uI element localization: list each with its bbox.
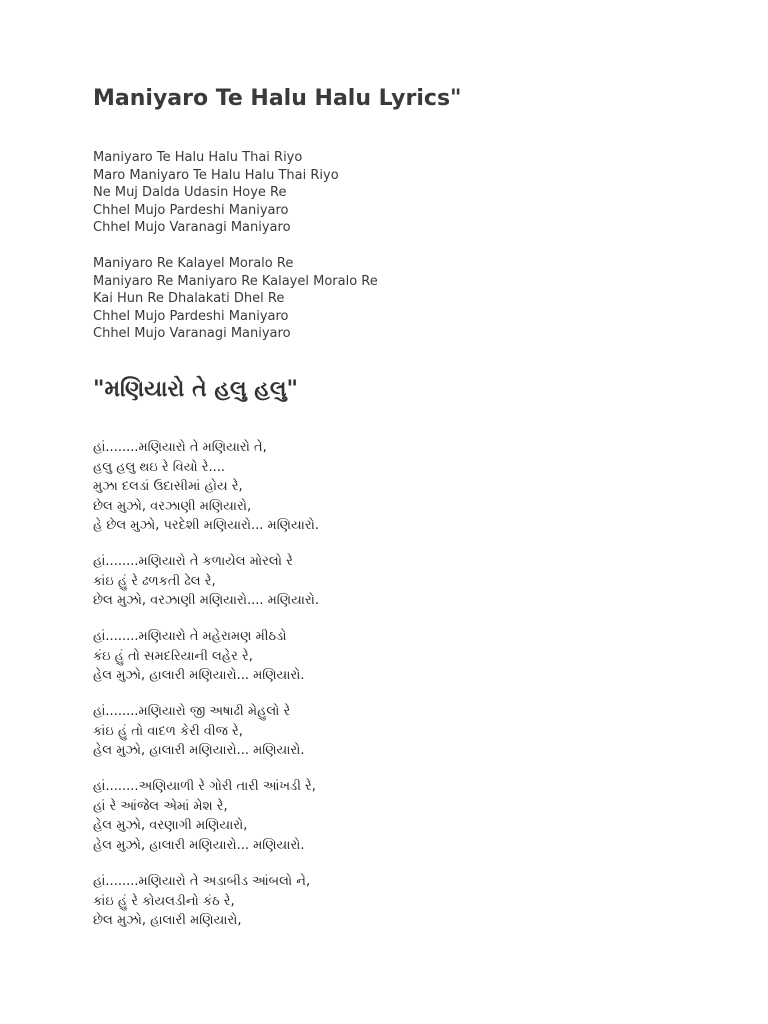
lyric-line: હાં રે આંજેલ એમાં મેશ રે,	[93, 798, 228, 814]
lyric-line: હાં........મણિયારો જી અષાઢી મેહુલો રે	[93, 704, 291, 719]
lyric-line: છેલ મુઝો, વરઝાણી મણિયારો,	[93, 498, 252, 514]
lyric-line: કાંઇ હું તો વાદળ કેરી વીજ રે,	[93, 723, 243, 739]
gujarati-stanza-4	[93, 702, 304, 761]
gujarati-stanza-2	[93, 552, 319, 611]
lyric-line: છેલ મુઝો, વરઝાણી મણિયારો.... મણિયારો.	[93, 593, 320, 608]
lyric-line: હલુ હલુ થઇ રે વિયો રે....	[93, 459, 226, 475]
lyric-line: Maniyaro Re Maniyaro Re Kalayel Moralo Re	[93, 273, 378, 289]
lyric-line: હેલ મુઝો, હાલારી મણિયારો... મણિયારો.	[93, 743, 305, 758]
lyric-line: Chhel Mujo Pardeshi Maniyaro	[93, 308, 289, 324]
lyric-line: હેલ મુઝો, હાલારી મણિયારો... મણિયારો.	[93, 837, 305, 853]
english-stanza-2	[93, 255, 378, 343]
english-title: Maniyaro Te Halu Halu Lyrics"	[93, 86, 462, 111]
lyric-line: હાં........મણિયારો તે અડાબીડ આંબલો ને,	[93, 874, 311, 889]
lyric-line: Chhel Mujo Varanagi Maniyaro	[93, 220, 291, 236]
gujarati-stanza-3	[93, 627, 304, 686]
lyric-line: હાં........મણિયારો તે કળાયેલ મોરલો રે	[93, 554, 293, 569]
english-stanza-1	[93, 149, 339, 237]
lyric-line: હે છેલ મુઝો, પરદેશી મણિયારો... મણિયારો.	[93, 518, 319, 533]
lyric-line: Maro Maniyaro Te Halu Halu Thai Riyo	[93, 167, 339, 183]
lyric-line: હાં........અણિયાળી રે ગોરી તારી આંખડી રે,	[93, 779, 316, 794]
lyric-line: હેલ મુઝો, વરણાગી મણિયારો,	[93, 818, 248, 833]
lyric-line: કાંઇ હું રે ઢળકતી ઢેલ રે,	[93, 573, 216, 589]
lyric-line: Chhel Mujo Pardeshi Maniyaro	[93, 202, 289, 218]
lyric-line: હેલ મુઝો, હાલારી મણિયારો... મણિયારો.	[93, 668, 305, 683]
lyric-line: Maniyaro Re Kalayel Moralo Re	[93, 256, 294, 271]
lyric-line: છેલ મુઝો, હાલારી મણિયારો,	[93, 913, 242, 928]
gujarati-stanza-6	[93, 872, 310, 931]
lyric-line: Maniyaro Te Halu Halu Thai Riyo	[93, 150, 303, 165]
gujarati-stanza-5	[93, 777, 316, 855]
lyric-line: કાંઇ હું રે કોયલડીનો કંઠ રે,	[93, 893, 235, 909]
lyric-line: કંઇ હું તો સમદરિયાની લહેર રે,	[93, 648, 253, 664]
lyric-line: મુઝા દલડાં ઉદાસીમાં હોય રે,	[93, 479, 243, 494]
lyric-line: હાં........મણિયારો તે મહેરામણ મીઠડો	[93, 629, 287, 644]
gujarati-title: "મણિયારો તે હલુ હલુ"	[93, 377, 299, 402]
lyric-line: હાં........મણિયારો તે મણિયારો તે,	[93, 440, 267, 455]
lyric-line: Kai Hun Re Dhalakati Dhel Re	[93, 291, 285, 307]
lyric-line: Ne Muj Dalda Udasin Hoye Re	[93, 185, 287, 201]
lyric-line: Chhel Mujo Varanagi Maniyaro	[93, 326, 291, 342]
gujarati-stanza-1	[93, 438, 319, 536]
